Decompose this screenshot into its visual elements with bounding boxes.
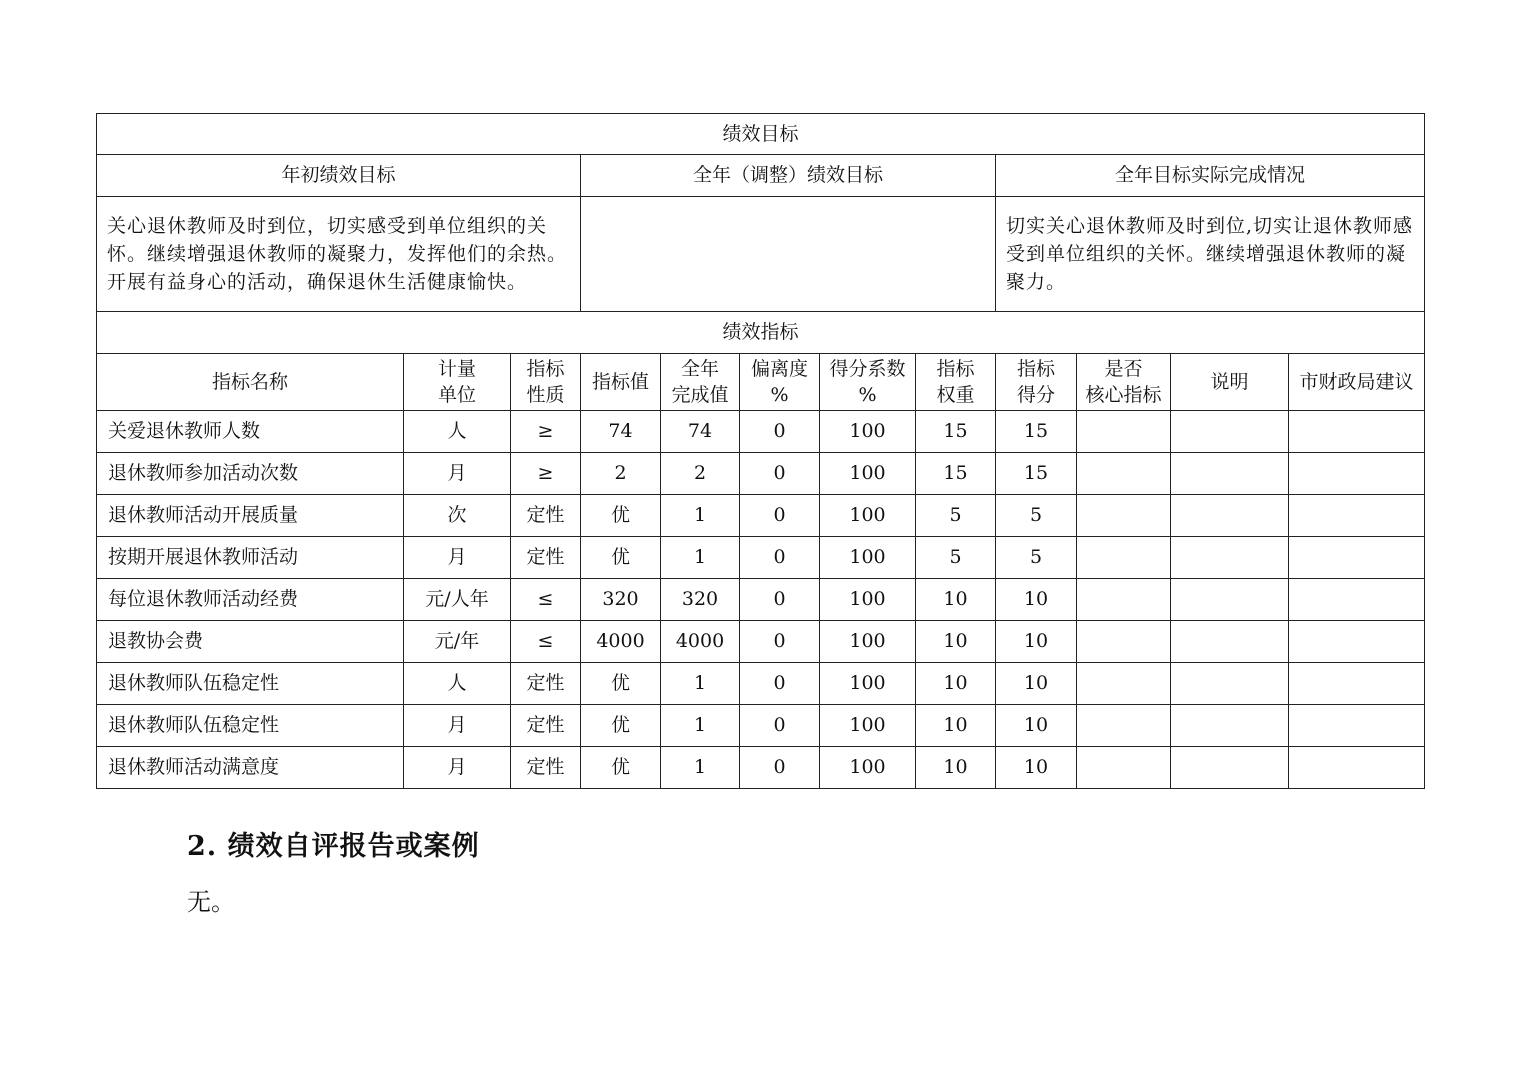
- actual-value-cell: 1: [661, 495, 740, 537]
- unit-cell: 月: [404, 705, 511, 747]
- core-indicator-cell: [1077, 747, 1171, 789]
- note-cell: [1171, 495, 1289, 537]
- nature-cell: 定性: [511, 495, 581, 537]
- indicator-name-cell: 退教协会费: [97, 621, 404, 663]
- score-cell: 10: [996, 705, 1077, 747]
- deviation-cell: 0: [740, 621, 820, 663]
- table-row: [97, 747, 1425, 789]
- weight-cell: 15: [916, 453, 996, 495]
- target-value-cell: 优: [581, 495, 661, 537]
- nature-cell: 定性: [511, 537, 581, 579]
- actual-value-cell: 1: [661, 663, 740, 705]
- header-name: 指标名称: [97, 354, 404, 411]
- weight-cell: 10: [916, 747, 996, 789]
- indicator-name-cell: 关爱退休教师人数: [97, 411, 404, 453]
- indicators-header-row: [97, 354, 1425, 411]
- score-coef-cell: 100: [820, 411, 916, 453]
- weight-cell: 15: [916, 411, 996, 453]
- note-cell: [1171, 579, 1289, 621]
- finance-advice-cell: [1289, 453, 1425, 495]
- note-cell: [1171, 663, 1289, 705]
- indicator-name-cell: 退休教师队伍稳定性: [97, 663, 404, 705]
- score-coef-cell: 100: [820, 537, 916, 579]
- note-cell: [1171, 411, 1289, 453]
- core-indicator-cell: [1077, 537, 1171, 579]
- unit-cell: 月: [404, 453, 511, 495]
- score-cell: 10: [996, 663, 1077, 705]
- report-section-title: 2. 绩效自评报告或案例: [187, 831, 480, 862]
- finance-advice-cell: [1289, 663, 1425, 705]
- weight-cell: 10: [916, 705, 996, 747]
- actual-value-cell: 4000: [661, 621, 740, 663]
- target-value-cell: 2: [581, 453, 661, 495]
- actual-value-cell: 74: [661, 411, 740, 453]
- actual-value-cell: 320: [661, 579, 740, 621]
- unit-cell: 月: [404, 747, 511, 789]
- deviation-cell: 0: [740, 663, 820, 705]
- deviation-cell: 0: [740, 495, 820, 537]
- initial-goal-text: 关心退休教师及时到位，切实感受到单位组织的关怀。继续增强退休教师的凝聚力，发挥他们的余热。开展有益身心的活动，确保退休生活健康愉快。: [97, 197, 581, 312]
- header-nature: 指标 性质: [511, 354, 581, 411]
- deviation-cell: 0: [740, 411, 820, 453]
- nature-cell: 定性: [511, 747, 581, 789]
- core-indicator-cell: [1077, 621, 1171, 663]
- score-cell: 10: [996, 579, 1077, 621]
- nature-cell: ≤: [511, 621, 581, 663]
- finance-advice-cell: [1289, 495, 1425, 537]
- weight-cell: 5: [916, 495, 996, 537]
- header-target: 指标值: [581, 354, 661, 411]
- indicators-title-row: [97, 312, 1425, 354]
- col-actual-completion: 全年目标实际完成情况: [996, 155, 1425, 197]
- indicators-title: 绩效指标: [97, 312, 1425, 354]
- weight-cell: 10: [916, 621, 996, 663]
- score-coef-cell: 100: [820, 453, 916, 495]
- unit-cell: 次: [404, 495, 511, 537]
- deviation-cell: 0: [740, 747, 820, 789]
- score-coef-cell: 100: [820, 495, 916, 537]
- core-indicator-cell: [1077, 663, 1171, 705]
- unit-cell: 元/人年: [404, 579, 511, 621]
- indicator-name-cell: 退休教师活动满意度: [97, 747, 404, 789]
- table-row: [97, 705, 1425, 747]
- table-row: [97, 495, 1425, 537]
- target-value-cell: 320: [581, 579, 661, 621]
- header-coef: 得分系数 %: [820, 354, 916, 411]
- header-unit: 计量 单位: [404, 354, 511, 411]
- score-cell: 10: [996, 747, 1077, 789]
- header-advice: 市财政局建议: [1289, 354, 1425, 411]
- actual-value-cell: 2: [661, 453, 740, 495]
- weight-cell: 10: [916, 663, 996, 705]
- score-cell: 15: [996, 411, 1077, 453]
- indicator-name-cell: 退休教师队伍稳定性: [97, 705, 404, 747]
- indicator-name-cell: 按期开展退休教师活动: [97, 537, 404, 579]
- table-row: [97, 663, 1425, 705]
- score-coef-cell: 100: [820, 663, 916, 705]
- header-weight: 指标 权重: [916, 354, 996, 411]
- score-cell: 5: [996, 495, 1077, 537]
- actual-value-cell: 1: [661, 537, 740, 579]
- indicator-name-cell: 退休教师参加活动次数: [97, 453, 404, 495]
- unit-cell: 月: [404, 537, 511, 579]
- score-coef-cell: 100: [820, 621, 916, 663]
- performance-table: [96, 113, 1425, 789]
- finance-advice-cell: [1289, 411, 1425, 453]
- adjusted-goal-text: [581, 197, 996, 312]
- finance-advice-cell: [1289, 747, 1425, 789]
- finance-advice-cell: [1289, 579, 1425, 621]
- deviation-cell: 0: [740, 705, 820, 747]
- table-row: [97, 621, 1425, 663]
- target-value-cell: 优: [581, 537, 661, 579]
- core-indicator-cell: [1077, 579, 1171, 621]
- note-cell: [1171, 747, 1289, 789]
- indicator-name-cell: 每位退休教师活动经费: [97, 579, 404, 621]
- nature-cell: 定性: [511, 705, 581, 747]
- goals-content-row: [97, 197, 1425, 312]
- actual-value-cell: 1: [661, 747, 740, 789]
- target-value-cell: 4000: [581, 621, 661, 663]
- finance-advice-cell: [1289, 621, 1425, 663]
- core-indicator-cell: [1077, 705, 1171, 747]
- unit-cell: 人: [404, 411, 511, 453]
- table-row: [97, 579, 1425, 621]
- weight-cell: 5: [916, 537, 996, 579]
- header-core: 是否 核心指标: [1077, 354, 1171, 411]
- header-deviation: 偏离度 %: [740, 354, 820, 411]
- finance-advice-cell: [1289, 705, 1425, 747]
- core-indicator-cell: [1077, 453, 1171, 495]
- table-row: [97, 537, 1425, 579]
- unit-cell: 人: [404, 663, 511, 705]
- note-cell: [1171, 621, 1289, 663]
- nature-cell: ≥: [511, 411, 581, 453]
- header-note: 说明: [1171, 354, 1289, 411]
- nature-cell: ≥: [511, 453, 581, 495]
- note-cell: [1171, 453, 1289, 495]
- score-coef-cell: 100: [820, 579, 916, 621]
- core-indicator-cell: [1077, 495, 1171, 537]
- unit-cell: 元/年: [404, 621, 511, 663]
- target-value-cell: 优: [581, 705, 661, 747]
- goals-header-row: [97, 155, 1425, 197]
- col-initial-goal: 年初绩效目标: [97, 155, 581, 197]
- score-coef-cell: 100: [820, 705, 916, 747]
- finance-advice-cell: [1289, 537, 1425, 579]
- goals-title-row: [97, 114, 1425, 155]
- header-actual: 全年 完成值: [661, 354, 740, 411]
- table-row: [97, 453, 1425, 495]
- note-cell: [1171, 537, 1289, 579]
- report-body-text: 无。: [187, 888, 235, 916]
- header-score: 指标 得分: [996, 354, 1077, 411]
- nature-cell: ≤: [511, 579, 581, 621]
- score-cell: 5: [996, 537, 1077, 579]
- actual-value-cell: 1: [661, 705, 740, 747]
- score-coef-cell: 100: [820, 747, 916, 789]
- target-value-cell: 74: [581, 411, 661, 453]
- goals-title: 绩效目标: [97, 114, 1425, 155]
- weight-cell: 10: [916, 579, 996, 621]
- target-value-cell: 优: [581, 747, 661, 789]
- deviation-cell: 0: [740, 579, 820, 621]
- core-indicator-cell: [1077, 411, 1171, 453]
- score-cell: 10: [996, 621, 1077, 663]
- note-cell: [1171, 705, 1289, 747]
- indicator-name-cell: 退休教师活动开展质量: [97, 495, 404, 537]
- nature-cell: 定性: [511, 663, 581, 705]
- deviation-cell: 0: [740, 453, 820, 495]
- table-row: [97, 411, 1425, 453]
- deviation-cell: 0: [740, 537, 820, 579]
- target-value-cell: 优: [581, 663, 661, 705]
- score-cell: 15: [996, 453, 1077, 495]
- col-adjusted-goal: 全年（调整）绩效目标: [581, 155, 996, 197]
- actual-completion-text: 切实关心退休教师及时到位,切实让退休教师感受到单位组织的关怀。继续增强退休教师的凝聚力。: [996, 197, 1425, 312]
